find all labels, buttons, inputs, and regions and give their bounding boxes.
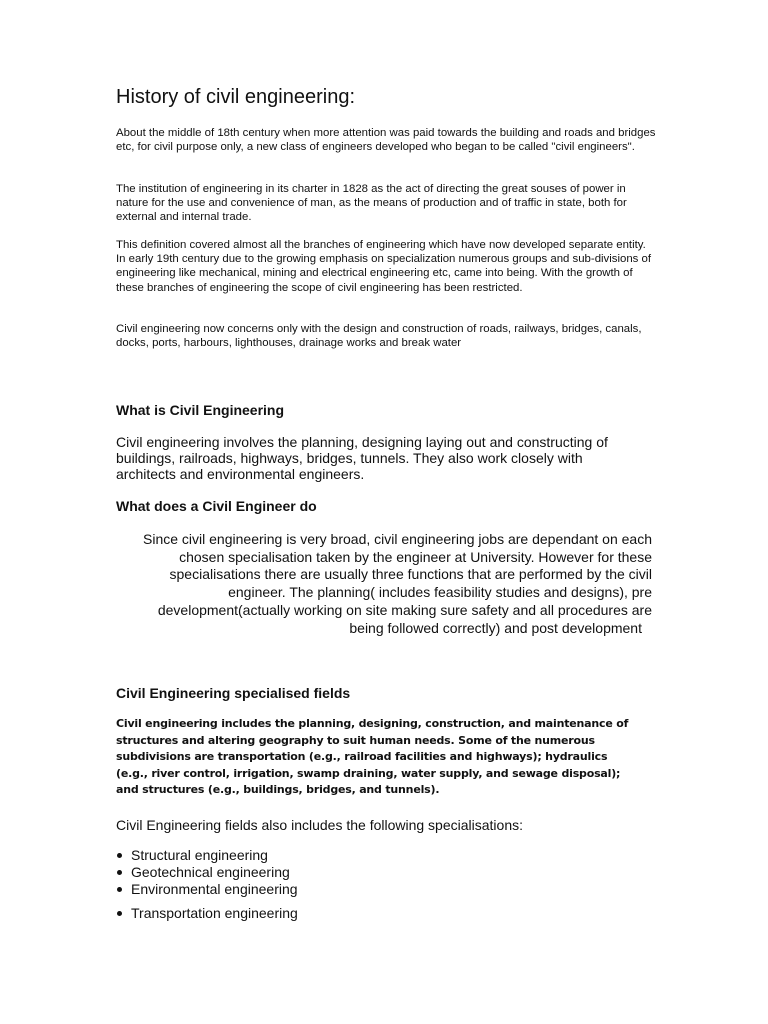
bullet-icon	[117, 853, 122, 858]
what-does-line: Since civil engineering is very broad, civil engineering jobs are dependant on each	[143, 531, 652, 547]
what-is-paragraph: Civil engineering involves the planning, designing laying out and constructing of buildings, railroads, highways, bridges, tunnels. They also work closely with architects and environmental engineers.	[116, 434, 608, 482]
what-is-heading: What is Civil Engineering	[116, 402, 285, 418]
fields-paragraph: Civil engineering includes the planning, designing, construction, and maintenance of structures and altering geography to suit human needs. Some of the numerous subdivisions are transportation (e.g., railroad facilities and highways); hydraulics (e.g., river control, irrigation, swamp draining, water supply, and sewage disposal); and structures (e.g., buildings, bridges, and tunnels).	[116, 717, 629, 796]
list-item	[116, 881, 298, 905]
what-does-line: development(actually working on site making sure safety and all procedures are	[157, 601, 652, 618]
what-does-line: being followed correctly) and post development	[349, 619, 642, 636]
what-does-line: chosen specialisation taken by the engineer at University. However for these	[179, 548, 652, 565]
history-paragraph-4: Civil engineering now concerns only with the design and construction of roads, railways, bridges, canals, docks, ports, harbours, lighthouses, drainage works and break water	[116, 323, 642, 350]
bullet-icon	[117, 911, 122, 916]
list-item-label: Geotechnical engineering	[131, 864, 290, 880]
what-does-paragraph	[116, 531, 652, 637]
fields-intro: Civil Engineering fields also includes the following specialisations:	[116, 817, 523, 833]
list-item-label: Structural engineering	[131, 847, 268, 863]
what-does-heading: What does a Civil Engineer do	[116, 498, 317, 514]
list-item	[116, 905, 298, 922]
page-title: History of civil engineering:	[116, 86, 355, 108]
list-item	[116, 864, 298, 881]
list-item-label: Transportation engineering	[131, 905, 298, 921]
what-does-line: engineer. The planning( includes feasibility studies and designs), pre	[228, 584, 652, 601]
what-does-line: specialisations there are usually three functions that are performed by the civil	[169, 566, 652, 583]
history-paragraph-1: About the middle of 18th century when more attention was paid towards the building and roads and bridges etc, for civil purpose only, a new class of engineers developed who began to be called "civil engineers".	[116, 127, 656, 154]
bullet-icon	[117, 887, 122, 892]
bullet-icon	[117, 870, 122, 875]
specialisations-list	[116, 847, 298, 922]
fields-heading: Civil Engineering specialised fields	[116, 685, 351, 701]
list-item	[116, 847, 298, 864]
history-paragraph-3: This definition covered almost all the branches of engineering which have now developed separate entity. In early 19th century due to the growing emphasis on specialization numerous groups and sub-divisions of engineering like mechanical, mining and electrical engineering etc, came into being. With the growth of these branches of engineering the scope of civil engineering has been restricted.	[116, 239, 652, 294]
history-paragraph-2: The institution of engineering in its charter in 1828 as the act of directing the great souses of power in nature for the use and convenience of man, as the means of production and of traffic in state, both for external and internal trade.	[116, 183, 627, 224]
list-item-label: Environmental engineering	[131, 881, 298, 897]
